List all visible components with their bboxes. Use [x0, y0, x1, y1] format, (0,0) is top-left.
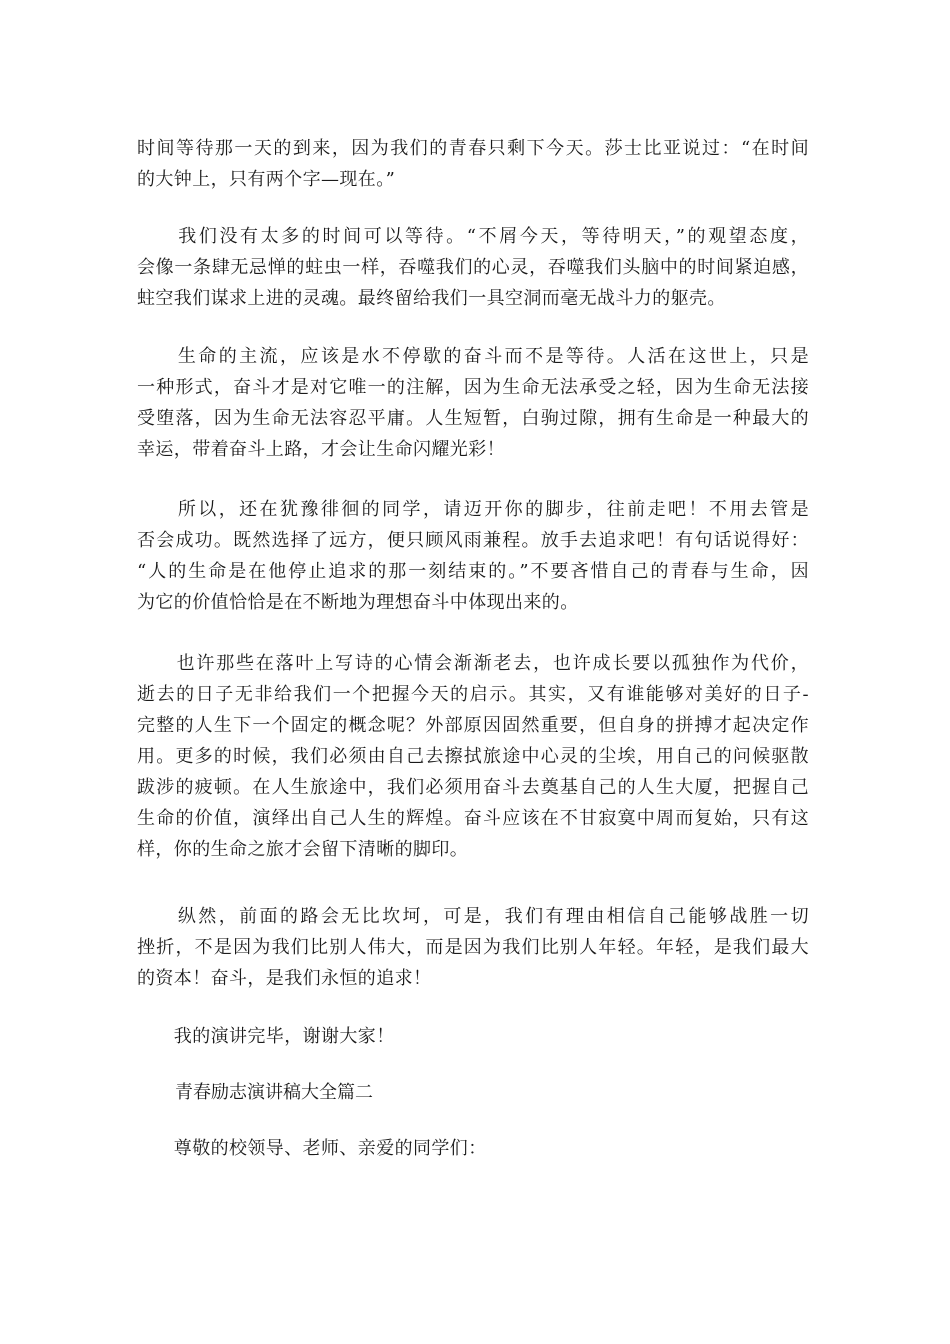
- paragraph-line: 也许那些在落叶上写诗的心情会渐渐老去，也许成长要以孤独作为代价，: [137, 653, 809, 674]
- paragraph-line: 我们没有太多的时间可以等待。“不屑今天，等待明天，”的观望态度，: [137, 226, 809, 247]
- paragraph-line: 一种形式，奋斗才是对它唯一的注解，因为生命无法承受之轻，因为生命无法接: [137, 377, 809, 398]
- paragraph-line: 我的演讲完毕，谢谢大家！: [137, 1026, 395, 1047]
- paragraph-5: [137, 648, 809, 865]
- paragraph-line: 纵然，前面的路会无比坎坷，可是，我们有理由相信自己能够战胜一切: [137, 906, 809, 927]
- paragraph-line: 会像一条肆无忌惮的蛀虫一样，吞噬我们的心灵，吞噬我们头脑中的时间紧迫感，: [137, 257, 809, 278]
- paragraph-6: [137, 901, 809, 994]
- paragraph-line: 生命的价值，演绎出自己人生的辉煌。奋斗应该在不甘寂寞中周而复始，只有这: [137, 808, 809, 829]
- salutation-line: 尊敬的校领导、老师、亲爱的同学们：: [137, 1138, 487, 1159]
- paragraph-7: [137, 1021, 809, 1052]
- paragraph-line: 为它的价值恰恰是在不断地为理想奋斗中体现出来的。: [137, 592, 579, 613]
- paragraph-3: [137, 341, 809, 465]
- salutation: [137, 1133, 809, 1164]
- paragraph-line: 生命的主流，应该是水不停歇的奋斗而不是等待。人活在这世上，只是: [137, 346, 809, 367]
- paragraph-2: [137, 221, 809, 314]
- paragraph-line: 否会成功。既然选择了远方，便只顾风雨兼程。放手去追求吧！有句话说得好：: [137, 530, 809, 551]
- section-heading: 青春励志演讲稿大全篇二: [175, 1082, 373, 1103]
- paragraph-line: 受堕落，因为生命无法容忍平庸。人生短暂，白驹过隙，拥有生命是一种最大的: [137, 408, 809, 429]
- paragraph-4: [137, 494, 809, 618]
- paragraph-line: 完整的人生下一个固定的概念呢？外部原因固然重要，但自身的拼搏才起决定作: [137, 715, 809, 736]
- paragraph-line: 逝去的日子无非给我们一个把握今天的启示。其实，又有谁能够对美好的日子-: [137, 684, 809, 705]
- paragraph-line: 挫折，不是因为我们比别人伟大，而是因为我们比别人年轻。年轻，是我们最大: [137, 937, 809, 958]
- paragraph-line: 的大钟上，只有两个字—现在。”: [137, 169, 396, 190]
- paragraph-line: 时间等待那一天的到来，因为我们的青春只剩下今天。莎士比亚说过：“在时间: [137, 138, 809, 159]
- paragraph-line: 蛀空我们谋求上进的灵魂。最终留给我们一具空洞而毫无战斗力的躯壳。: [137, 288, 726, 309]
- paragraph-line: 所以，还在犹豫徘徊的同学，请迈开你的脚步，往前走吧！不用去管是: [137, 499, 809, 520]
- paragraph-line: “人的生命是在他停止追求的那一刻结束的。”不要吝惜自己的青春与生命，因: [137, 561, 809, 582]
- paragraph-line: 的资本！奋斗，是我们永恒的追求！: [137, 968, 432, 989]
- paragraph-line: 样，你的生命之旅才会留下清晰的脚印。: [137, 839, 469, 860]
- paragraph-line: 幸运，带着奋斗上路，才会让生命闪耀光彩！: [137, 439, 505, 460]
- paragraph-line: 跋涉的疲顿。在人生旅途中，我们必须用奋斗去奠基自己的人生大厦，把握自己: [137, 777, 809, 798]
- paragraph-line: 用。更多的时候，我们必须由自己去擦拭旅途中心灵的尘埃，用自己的问候驱散: [137, 746, 809, 767]
- paragraph-1: [137, 133, 809, 195]
